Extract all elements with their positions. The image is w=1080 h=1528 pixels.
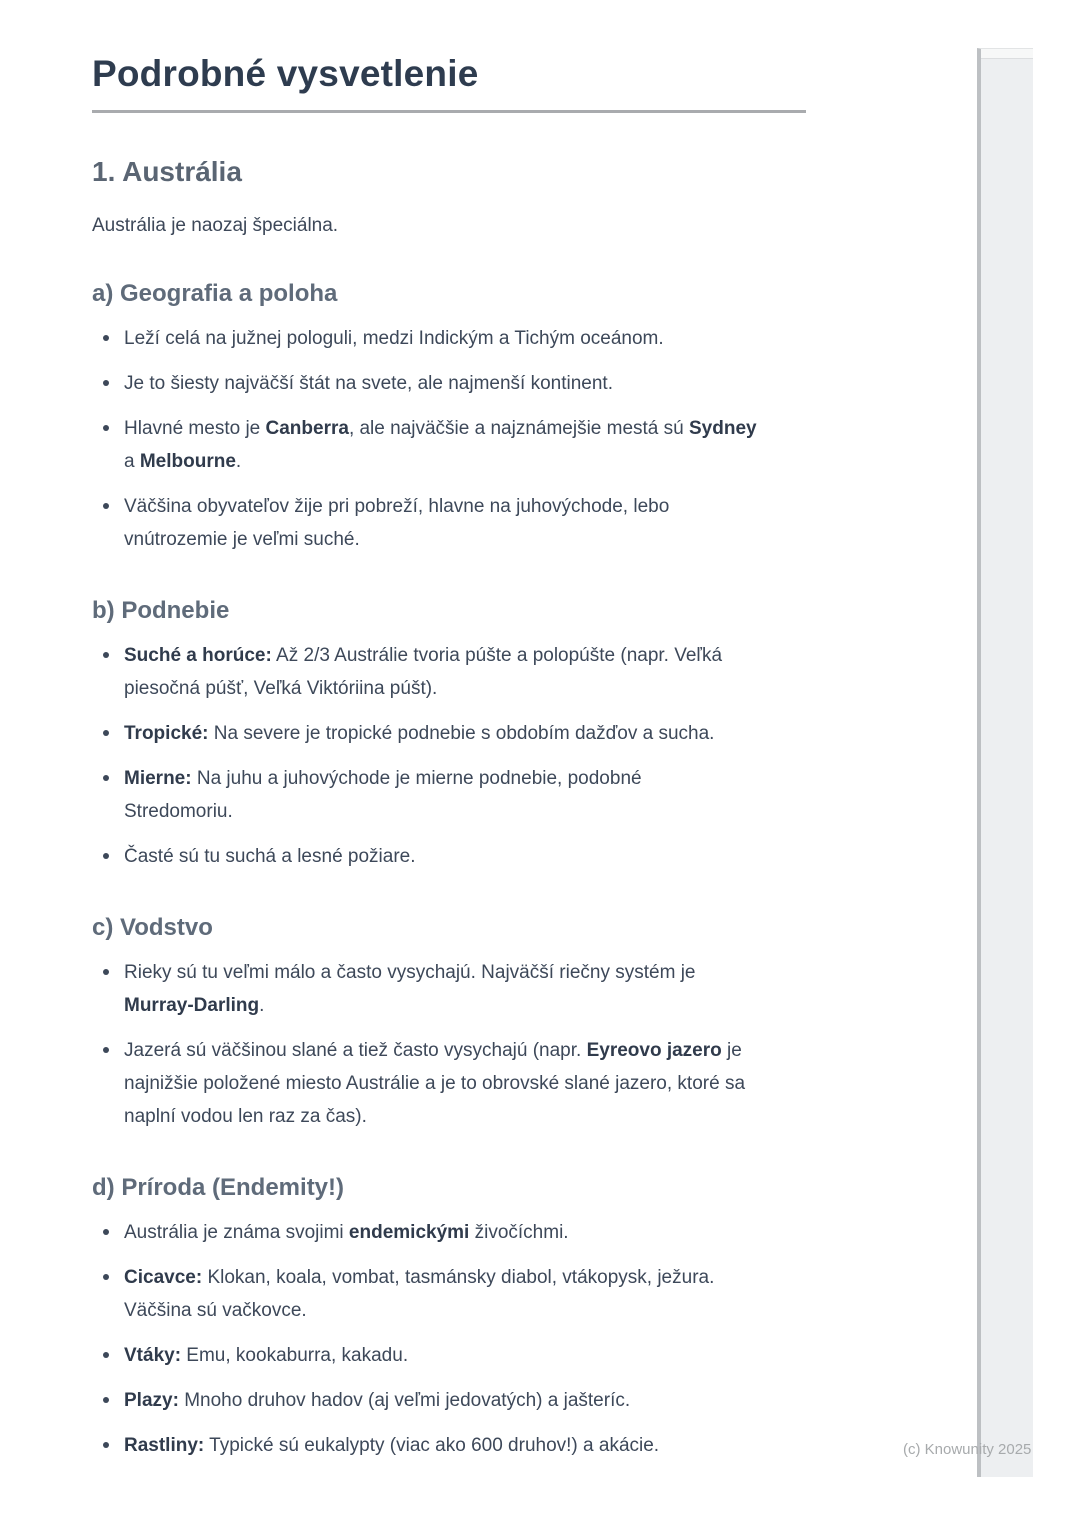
text-segment: Je to šiesty najväčší štát na svete, ale najmenší kontinent. <box>124 373 613 394</box>
bold-text-segment: Plazy: <box>124 1390 179 1411</box>
list-item <box>124 717 862 750</box>
list-item <box>124 490 862 556</box>
list-item <box>124 1429 862 1462</box>
text-segment: vnútrozemie je veľmi suché. <box>124 529 360 550</box>
text-segment: Väčšina sú vačkovce. <box>124 1300 307 1321</box>
text-segment: Leží celá na južnej pologuli, medzi Indickým a Tichým oceánom. <box>124 328 664 349</box>
title-divider <box>92 110 806 113</box>
text-segment: , ale najväčšie a najznámejšie mestá sú <box>348 418 689 439</box>
text-segment: . <box>259 995 265 1016</box>
bold-text-segment: Tropické: <box>124 723 209 744</box>
page-title: Podrobné vysvetlenie <box>92 53 479 94</box>
list-item <box>124 1339 862 1372</box>
bullet-list <box>92 956 862 1133</box>
sections-container <box>92 279 862 1462</box>
bold-text-segment: Vtáky: <box>124 1345 182 1366</box>
text-segment: najnižšie položené miesto Austrálie a je to obrovské slané jazero, ktoré sa <box>124 1073 746 1094</box>
subsection-heading: d) Príroda (Endemity!) <box>92 1174 345 1201</box>
bold-text-segment: Canberra <box>265 418 349 439</box>
list-item <box>124 1261 862 1327</box>
bullet-list <box>92 639 862 873</box>
list-item <box>124 639 862 705</box>
intro-paragraph: Austrália je naozaj špeciálna. <box>92 215 339 236</box>
list-item <box>124 1384 862 1417</box>
text-segment: piesočná púšť, Veľká Viktóriina púšt). <box>124 678 438 699</box>
text-segment: je <box>721 1040 742 1061</box>
subsection-heading: a) Geografia a poloha <box>92 280 338 307</box>
text-segment: Mnoho druhov hadov (aj veľmi jedovatých) a jašteríc. <box>178 1390 631 1411</box>
subsection-heading: c) Vodstvo <box>92 914 213 941</box>
list-item <box>124 840 862 873</box>
list-item <box>124 1216 862 1249</box>
list-item <box>124 956 862 1022</box>
text-segment: a <box>124 451 140 472</box>
bullet-list <box>92 1216 862 1462</box>
text-segment: . <box>235 451 242 472</box>
text-segment: Až 2/3 Austrálie tvoria púšte a polopúšte (napr. Veľká <box>271 645 723 666</box>
text-segment: Typické sú eukalypty (viac ako 600 druhov!) a akácie. <box>204 1435 660 1456</box>
list-item <box>124 367 862 400</box>
copyright-watermark: (c) Knowunity 2025 <box>903 1441 1032 1458</box>
scrollbar-track[interactable] <box>977 48 1033 1477</box>
document-content <box>92 52 862 1462</box>
list-item <box>124 412 862 478</box>
bold-text-segment: Sydney <box>689 418 757 439</box>
text-segment: Klokan, koala, vombat, tasmánsky diabol, vtákopysk, ježura. <box>202 1267 715 1288</box>
text-segment: Väčšina obyvateľov žije pri pobreží, hlavne na juhovýchode, lebo <box>124 496 670 517</box>
text-segment: Časté sú tu suchá a lesné požiare. <box>124 846 416 867</box>
list-item <box>124 322 862 355</box>
scrollbar-thumb[interactable] <box>981 49 1033 59</box>
bold-text-segment: Eyreovo jazero <box>586 1040 722 1061</box>
text-segment: naplní vodou len raz za čas). <box>124 1106 367 1127</box>
chapter-heading: 1. Austrália <box>92 156 242 187</box>
text-segment: Austrália je známa svojimi <box>124 1222 349 1243</box>
list-item <box>124 762 862 828</box>
text-segment: Rieky sú tu veľmi málo a často vysychajú. Najväčší riečny systém je <box>124 962 696 983</box>
text-segment: Hlavné mesto je <box>124 418 266 439</box>
text-segment: Jazerá sú väčšinou slané a tiež často vysychajú (napr. <box>124 1040 587 1061</box>
list-item <box>124 1034 862 1133</box>
bold-text-segment: Mierne: <box>124 768 192 789</box>
text-segment: Emu, kookaburra, kakadu. <box>181 1345 409 1366</box>
text-segment: Na juhu a juhovýchode je mierne podnebie, podobné <box>191 768 642 789</box>
bold-text-segment: endemickými <box>348 1222 470 1243</box>
bold-text-segment: Suché a horúce: <box>124 645 272 666</box>
text-segment: Stredomoriu. <box>124 801 233 822</box>
bold-text-segment: Cicavce: <box>124 1267 203 1288</box>
text-segment: živočíchmi. <box>469 1222 569 1243</box>
bold-text-segment: Rastliny: <box>124 1435 205 1456</box>
bold-text-segment: Melbourne <box>139 451 236 472</box>
subsection-heading: b) Podnebie <box>92 597 230 624</box>
text-segment: Na severe je tropické podnebie s obdobím dažďov a sucha. <box>208 723 715 744</box>
bullet-list <box>92 322 862 556</box>
bold-text-segment: Murray-Darling <box>124 995 260 1016</box>
